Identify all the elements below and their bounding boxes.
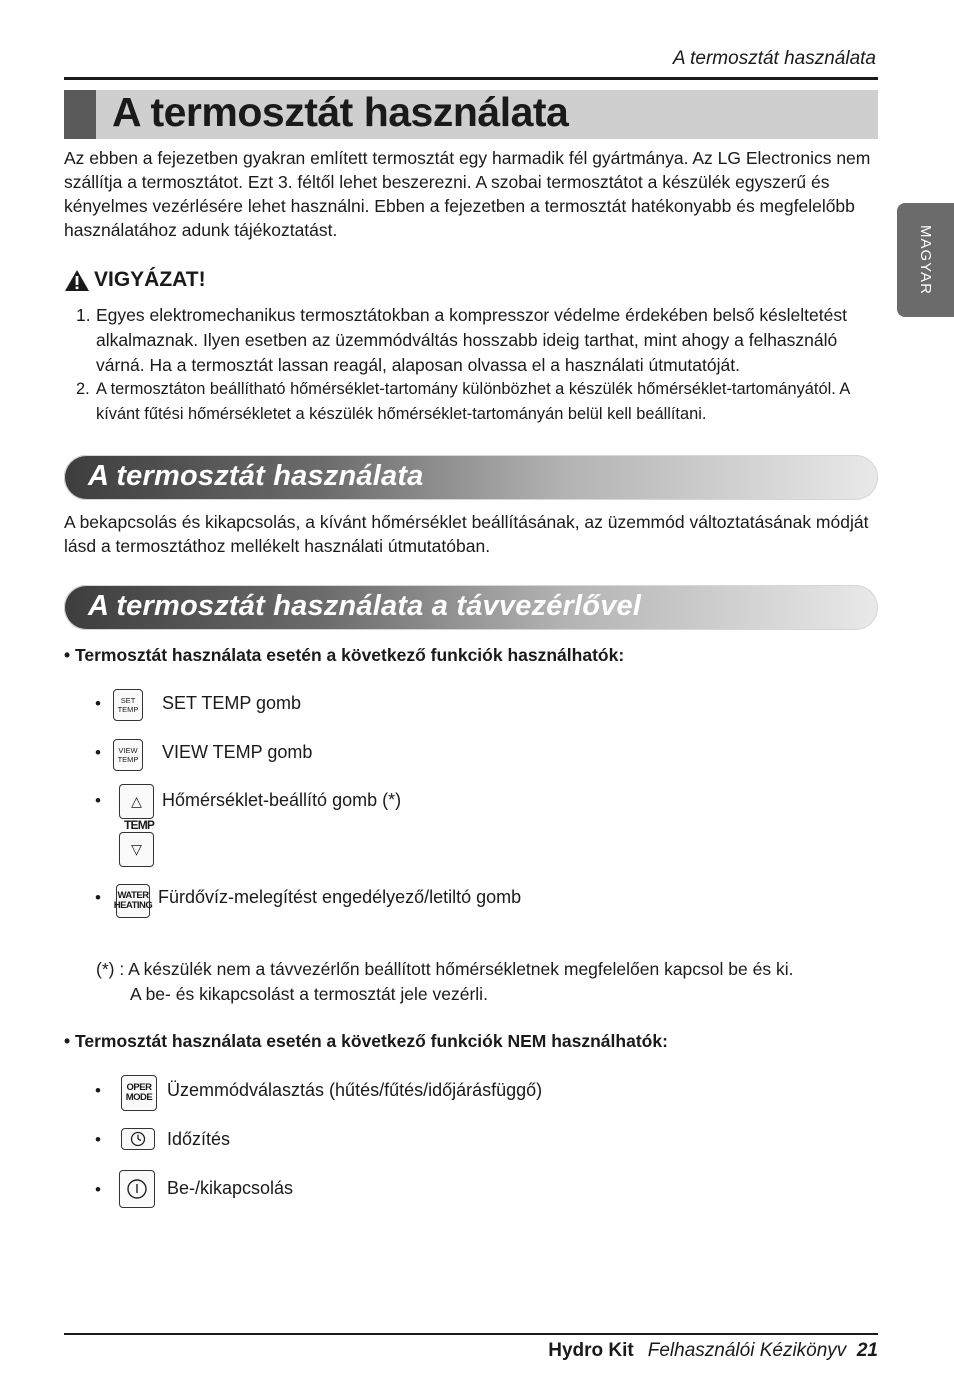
footer-manual: Felhasználói Kézikönyv [647, 1340, 847, 1361]
function-label: SET TEMP gomb [162, 693, 302, 713]
bullet: • [95, 694, 101, 713]
water-heating-button-icon [113, 884, 153, 918]
caution-item-text: A termosztáton beállítható hőmérséklet-tartomány különbözhet a készülék hőmérséklet-tartományától. A kívánt fűtési hőmérsékletet a készülék hőmérséklet-tartományán belül kell beállítani. [96, 380, 850, 423]
temp-button-label: TEMP [124, 818, 155, 832]
bullet: • [95, 888, 101, 907]
running-header: A termosztát használata [672, 48, 876, 69]
section-paragraph: A bekapcsolás és kikapcsolás, a kívánt hőmérséklet beállításának, az üzemmód változtatásának módját lásd a termosztáthoz mellékelt használati útmutatóban. [64, 512, 869, 556]
power-icon [126, 1178, 148, 1200]
page-number: 21 [856, 1340, 878, 1361]
language-tab-label: MAGYAR [917, 225, 934, 295]
bullet: • [95, 1130, 101, 1149]
bullet: • [95, 1180, 101, 1199]
button-text: WATER [117, 890, 149, 901]
caution-item-text: Egyes elektromechanikus termosztátokban a kompresszor védelme érdekében belső késleltetést alkalmaznak. Ilyen esetben az üzemmódváltás hosszabb ideig tarthat, mint ahogy a felhasználó várná. Ha a termosztát lassan reagál, alaposan olvassa el a használati útmutatóját. [96, 305, 847, 375]
caution-item [64, 303, 878, 378]
page-title: A termosztát használata [112, 89, 569, 135]
view-temp-button-icon [113, 739, 143, 771]
section-banner-remote-use [64, 585, 878, 630]
function-label: Időzítés [167, 1129, 231, 1149]
caution-item-number: 1. [76, 305, 91, 325]
section-banner-thermostat-use [64, 455, 878, 500]
function-label: Fürdővíz-melegítést engedélyező/letiltó gomb [158, 887, 522, 907]
usable-functions-heading: • Termosztát használata esetén a következő funkciók használhatók: [64, 645, 625, 665]
function-label: Be-/kikapcsolás [167, 1178, 294, 1198]
footer-manual-title [648, 1340, 878, 1362]
button-text: SET [120, 696, 136, 705]
power-button-icon [119, 1170, 155, 1208]
button-text: TEMP [117, 705, 139, 714]
timer-button-icon [121, 1128, 155, 1150]
intro-paragraph: Az ebben a fejezetben gyakran említett termosztát egy harmadik fél gyártmánya. Az LG Electronics nem szállítja a termosztátot. Ezt 3. féltől lehet beszerezni. A szobai termosztátot a készülék egyszerű és kényelmes vezérlésére lehet használni. Ebben a fejezetben a termosztát hatékonyabb és megfelelőbb használatához adunk tájékoztatást. [64, 148, 871, 240]
set-temp-button-icon [113, 689, 143, 721]
page-footer [548, 1340, 878, 1362]
warning-icon [64, 269, 90, 292]
bullet: • [95, 743, 101, 762]
button-text: TEMP [117, 755, 139, 764]
function-label: Hőmérséklet-beállító gomb (*) [162, 790, 402, 810]
footer-brand: Hydro Kit [548, 1340, 634, 1361]
button-text: OPER [126, 1082, 152, 1093]
clock-icon [130, 1131, 146, 1147]
caution-heading [64, 268, 206, 292]
footnote-line: (*) : A készülék nem a távvezérlőn beállított hőmérsékletnek megfelelően kapcsol be és ki. [96, 959, 794, 979]
footnote-line: A be- és kikapcsolást a termosztát jele vezérli. [130, 984, 488, 1004]
caution-label: VIGYÁZAT! [94, 268, 206, 291]
title-bar-block [64, 90, 96, 139]
not-usable-functions-heading: • Termosztát használata esetén a következő funkciók NEM használhatók: [64, 1031, 668, 1051]
bullet: • [95, 1081, 101, 1100]
section-heading: A termosztát használata a távvezérlővel [88, 590, 642, 622]
button-text: HEATING [113, 900, 153, 911]
function-label: VIEW TEMP gomb [162, 742, 313, 762]
temp-down-button-icon: ▽ [119, 832, 154, 867]
caution-item [64, 377, 878, 427]
oper-mode-button-icon [121, 1075, 157, 1111]
button-text: MODE [125, 1092, 153, 1103]
section-heading: A termosztát használata [88, 460, 424, 492]
button-text: VIEW [118, 746, 138, 755]
bullet: • [95, 791, 101, 810]
footer-rule [64, 1333, 878, 1335]
caution-item-number: 2. [76, 380, 90, 398]
header-rule [64, 77, 878, 80]
temp-up-button-icon: △ [119, 784, 154, 819]
function-label: Üzemmódválasztás (hűtés/fűtés/időjárásfüggő) [167, 1080, 543, 1100]
language-tab [897, 203, 954, 317]
